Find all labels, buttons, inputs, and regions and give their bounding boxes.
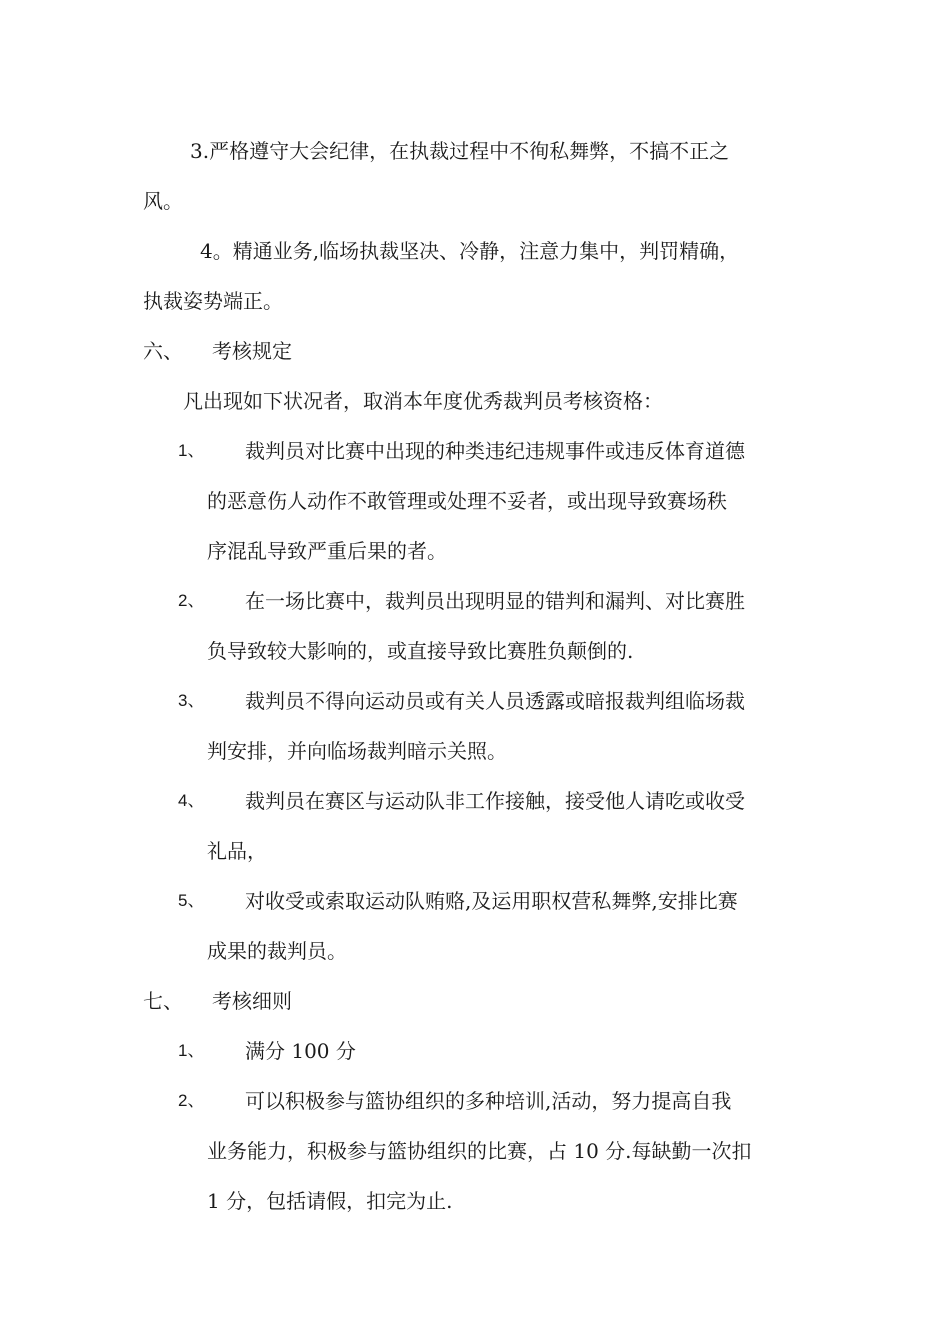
- section-6-heading: 考核规定: [212, 339, 292, 363]
- list-item-text: 裁判员不得向运动员或有关人员透露或暗报裁判组临场裁: [245, 689, 745, 713]
- list-item-number: 4、: [178, 791, 205, 810]
- list-item-text: 裁判员对比赛中出现的种类违纪违规事件或违反体育道德: [245, 439, 745, 463]
- paragraph-3-line-1: 3.严格遵守大会纪律，在执裁过程中不徇私舞弊，不搞不正之: [190, 139, 730, 163]
- section-6-marker: 六、: [143, 339, 183, 363]
- paragraph-3-line-2: 风。: [143, 189, 183, 213]
- list-item-number: 1、: [178, 1041, 205, 1060]
- section-7-heading: 考核细则: [212, 989, 292, 1013]
- list-item-text: 可以积极参与篮协组织的多种培训,活动，努力提高自我: [245, 1089, 732, 1113]
- list-item-text: 业务能力，积极参与篮协组织的比赛，占 10 分.每缺勤一次扣: [207, 1139, 752, 1163]
- list-item-text: 序混乱导致严重后果的者。: [207, 539, 447, 563]
- list-item-text: 满分 100 分: [245, 1039, 356, 1063]
- list-item-text: 的恶意伤人动作不敢管理或处理不妥者，或出现导致赛场秩: [207, 489, 727, 513]
- list-item-text: 礼品，: [207, 839, 267, 863]
- list-item-text: 1 分，包括请假，扣完为止.: [207, 1189, 453, 1213]
- list-item-number: 5、: [178, 891, 205, 910]
- list-item-text: 裁判员在赛区与运动队非工作接触，接受他人请吃或收受: [245, 789, 745, 813]
- paragraph-4-line-2: 执裁姿势端正。: [143, 289, 283, 313]
- list-item-text: 对收受或索取运动队贿赂,及运用职权营私舞弊,安排比赛: [245, 889, 738, 913]
- list-item-number: 2、: [178, 591, 205, 610]
- list-item-number: 2、: [178, 1091, 205, 1110]
- list-item-text: 在一场比赛中，裁判员出现明显的错判和漏判、对比赛胜: [245, 589, 745, 613]
- paragraph-4-line-1: 4。精通业务,临场执裁坚决、冷静，注意力集中，判罚精确，: [200, 239, 740, 263]
- list-item-text: 成果的裁判员。: [207, 939, 347, 963]
- list-item-text: 判安排，并向临场裁判暗示关照。: [207, 739, 507, 763]
- section-6-intro: 凡出现如下状况者，取消本年度优秀裁判员考核资格：: [183, 389, 663, 413]
- section-7-marker: 七、: [143, 989, 183, 1013]
- list-item-number: 1、: [178, 441, 205, 460]
- list-item-text: 负导致较大影响的，或直接导致比赛胜负颠倒的.: [207, 639, 634, 663]
- list-item-number: 3、: [178, 691, 205, 710]
